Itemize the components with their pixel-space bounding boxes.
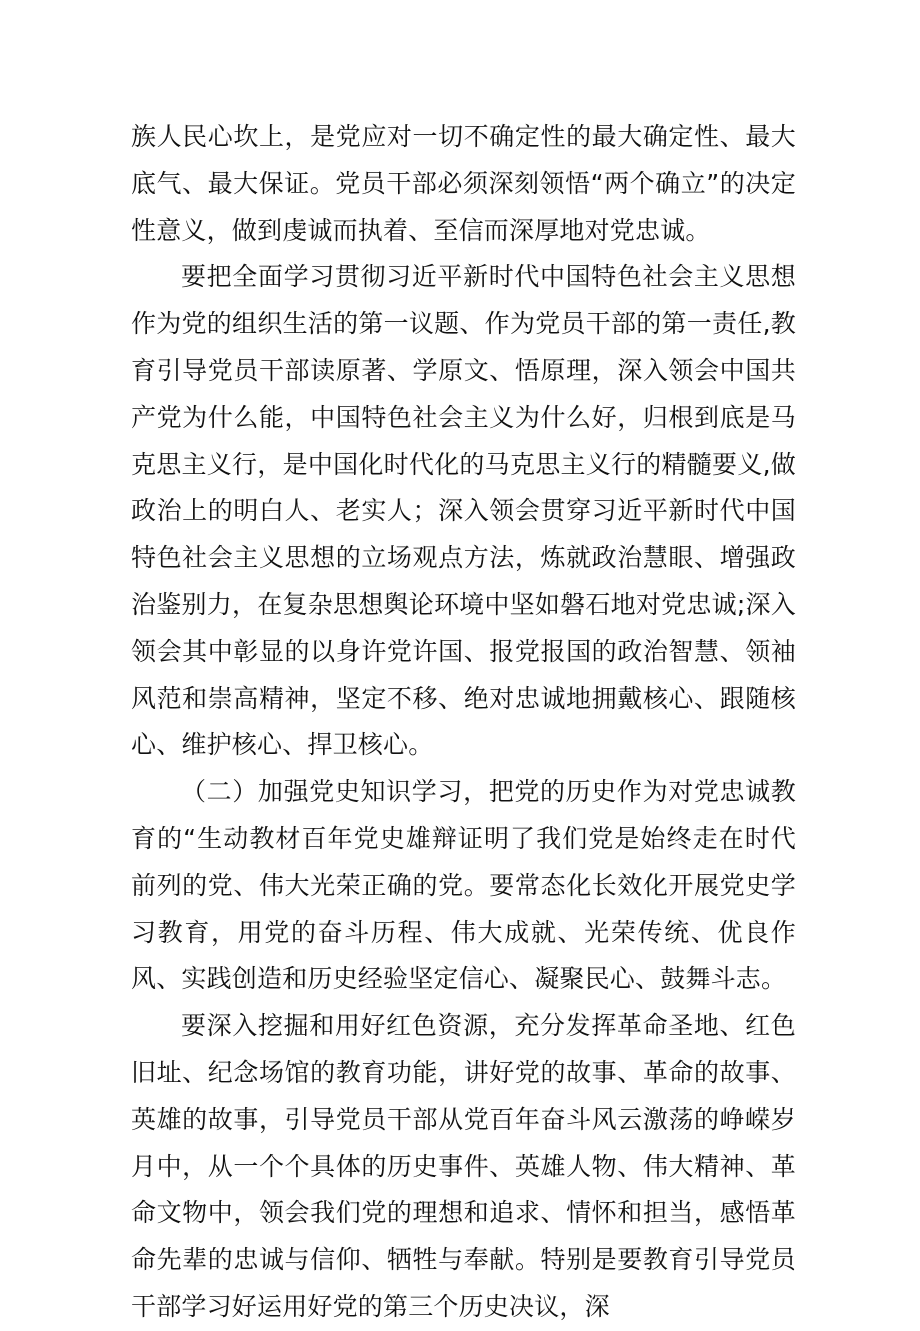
- paragraph-red-resources: 要深入挖掘和用好红色资源，充分发挥革命圣地、红色旧址、纪念场馆的教育功能，讲好党的故事、革命的故事、英雄的故事，引导党员干部从党百年奋斗风云激荡的峥嵘岁月中，从一个个具体的历史事件、英雄人物、伟大精神、革命文物中，领会我们党的理想和追求、情怀和担当，感悟革命先辈的忠诚与信仰、牺牲与奉献。特别是要教育引导党员干部学习好运用好党的第三个历史决议，深: [131, 1011, 796, 1321]
- document-body: [131, 114, 796, 1331]
- paragraph-study-thought: 要把全面学习贯彻习近平新时代中国特色社会主义思想作为党的组织生活的第一议题、作为党员干部的第一责任,教育引导党员干部读原著、学原文、悟原理，深入领会中国共产党为什么能，中国特色社会主义为什么好，归根到底是马克思主义行，是中国化时代化的马克思主义行的精髓要义,做政治上的明白人、老实人；深入领会贯穿习近平新时代中国特色社会主义思想的立场观点方法，炼就政治慧眼、增强政治鉴别力，在复杂思想舆论环境中坚如磐石地对党忠诚;深入领会其中彰显的以身许党许国、报党报国的政治智慧、领袖风范和崇高精神，坚定不移、绝对忠诚地拥戴核心、跟随核心、维护核心、捍卫核心。: [131, 262, 796, 760]
- paragraph-party-history: （二）加强党史知识学习，把党的历史作为对党忠诚教育的“生动教材百年党史雄辩证明了我们党是始终走在时代前列的党、伟大光荣正确的党。要常态化长效化开展党史学习教育，用党的奋斗历程、伟大成就、光荣传统、优良作风、实践创造和历史经验坚定信心、凝聚民心、鼓舞斗志。: [131, 777, 796, 994]
- paragraph-continuation: 族人民心坎上，是党应对一切不确定性的最大确定性、最大底气、最大保证。党员干部必须深刻领悟“两个确立”的决定性意义，做到虔诚而执着、至信而深厚地对党忠诚。: [131, 122, 796, 245]
